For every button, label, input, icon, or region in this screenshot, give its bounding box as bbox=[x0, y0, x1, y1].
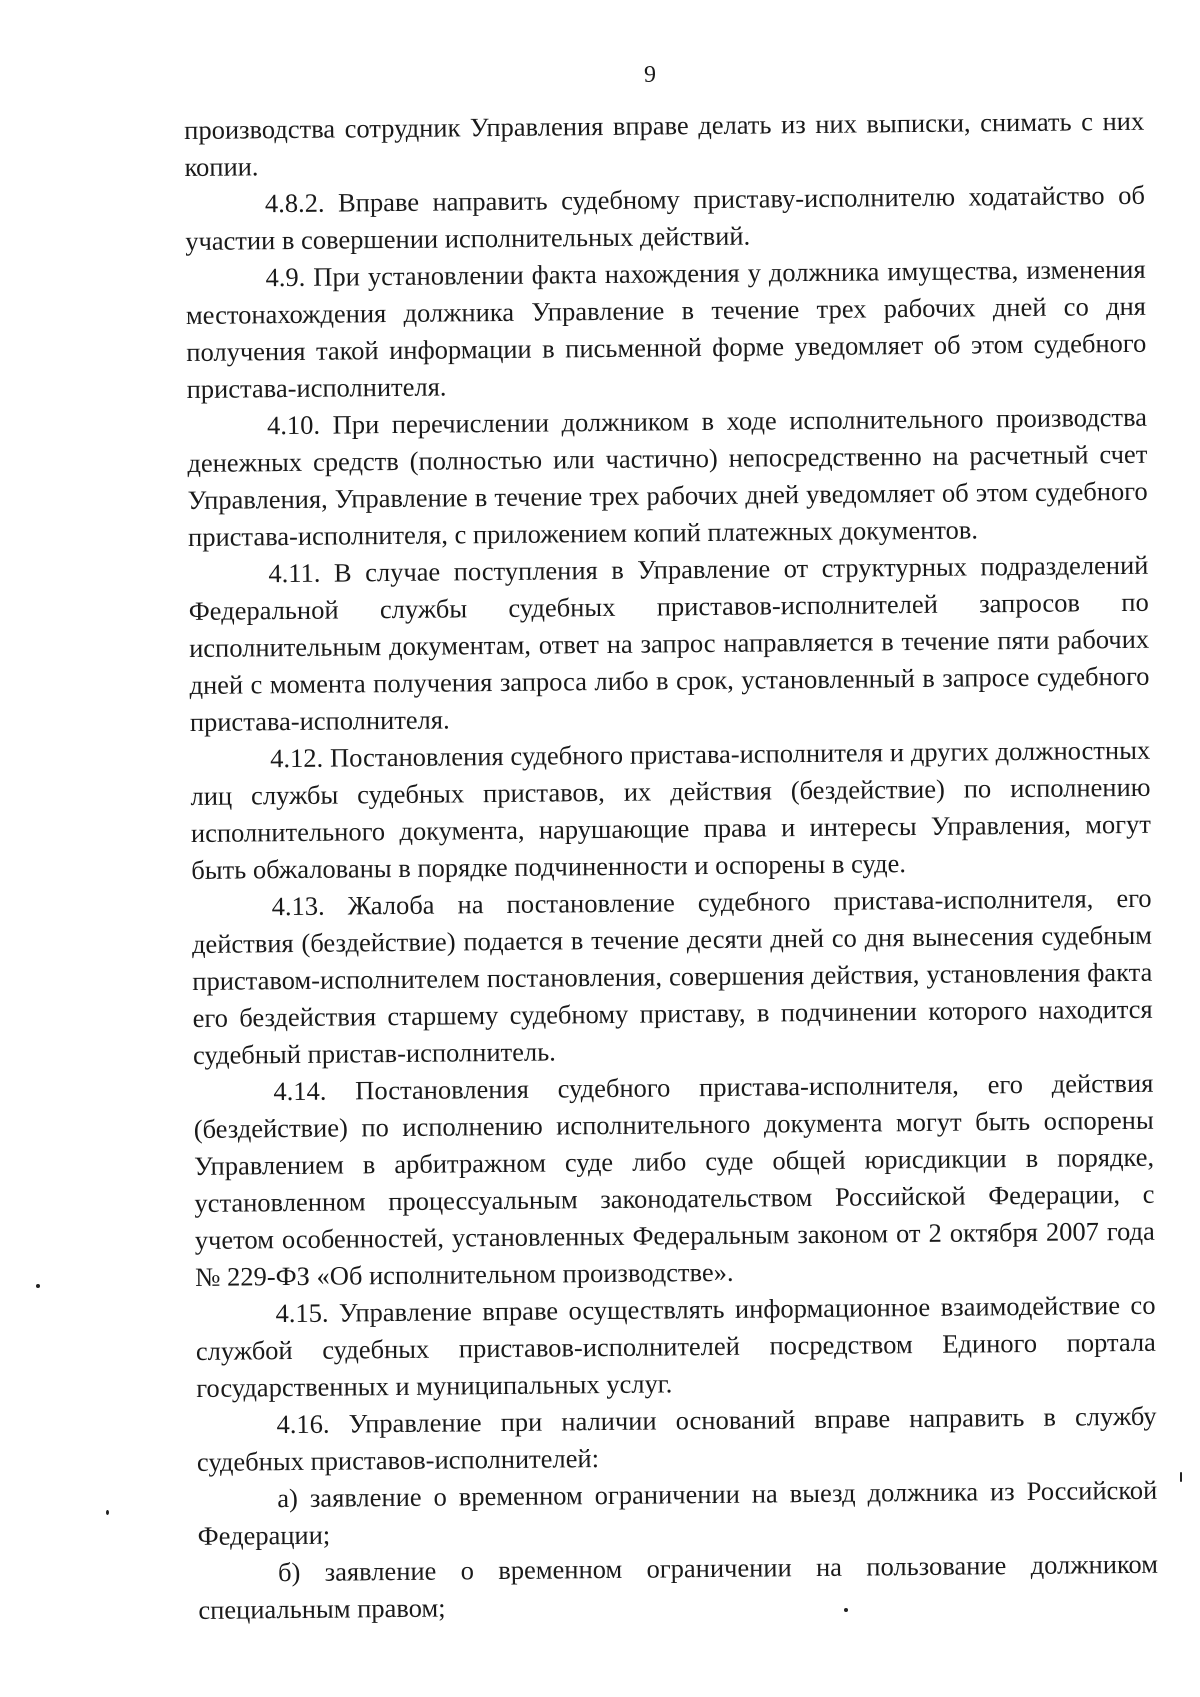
page-number: 9 bbox=[644, 62, 656, 88]
paragraph-4-11: 4.11. В случае поступления в Управление от структурных подразделений Федеральной службы судебных приставов-исполнителей запросов по исполнительным документам, ответ на запрос направляется в течение пяти рабочих дней с момента получения запроса либо в срок, установленный в запросе судебного пристава-исполнителя. bbox=[188, 549, 1150, 737]
document-body bbox=[184, 103, 1159, 1629]
paragraph-4-12: 4.12. Постановления судебного пристава-исполнителя и других должностных лиц службы судебных приставов, их действия (бездействие) по исполнению исполнительного документа, нарушающие права и интересы Управления, могут быть обжалованы в порядке подчиненности и оспорены в суде. bbox=[190, 734, 1152, 885]
scan-speck bbox=[106, 1510, 109, 1515]
paragraph-continuation: производства сотрудник Управления вправе делать из них выписки, снимать с них копии. bbox=[184, 105, 1145, 182]
paragraph-4-8-2: 4.8.2. Вправе направить судебному приставу-исполнителю ходатайство об участии в совершении исполнительных действий. bbox=[185, 179, 1145, 256]
paragraph-4-14: 4.14. Постановления судебного пристава-исполнителя, его действия (бездействие) по исполнению исполнительного документа могут быть оспорены Управлением в арбитражном суде либо суде общей юрисдикции в порядке, установленном процессуальным законодательством Российской Федерации, с учетом особенностей, установленных Федеральным законом от 2 октября 2007 года № 229-ФЗ «Об исполнительном производстве». bbox=[193, 1067, 1155, 1292]
scan-speck bbox=[36, 1284, 40, 1288]
paragraph-4-10: 4.10. При перечислении должником в ходе исполнительного производства денежных средств (полностью или частично) непосредственно на расчетный счет Управления, Управление в течение трех рабочих дней уведомляет об этом судебного пристава-исполнителя, с приложением копий платежных документов. bbox=[187, 401, 1148, 552]
paragraph-4-15: 4.15. Управление вправе осуществлять информационное взаимодействие со службой судебных приставов-исполнителей посредством Единого портала государственных и муниципальных услуг. bbox=[195, 1289, 1156, 1403]
list-item-a: а) заявление о временном ограничении на выезд должника из Российской Федерации; bbox=[197, 1474, 1158, 1551]
scan-speck bbox=[844, 1608, 848, 1612]
paragraph-4-16: 4.16. Управление при наличии оснований вправе направить в службу судебных приставов-исполнителей: bbox=[196, 1400, 1157, 1477]
scan-speck bbox=[1180, 1472, 1182, 1482]
paragraph-4-9: 4.9. При установлении факта нахождения у должника имущества, изменения местонахождения должника Управление в течение трех рабочих дней со дня получения такой информации в письменной форме уведомляет об этом судебного пристава-исполнителя. bbox=[185, 253, 1147, 404]
list-item-b: б) заявление о временном ограничении на пользование должником специальным правом; bbox=[198, 1548, 1159, 1625]
paragraph-4-13: 4.13. Жалоба на постановление судебного пристава-исполнителя, его действия (бездействие) подается в течение десяти дней со дня вынесения судебным приставом-исполнителем постановления, совершения действия, установления факта его бездействия старшему судебному приставу, в подчинении которого находится судебный пристав-исполнитель. bbox=[191, 882, 1153, 1070]
